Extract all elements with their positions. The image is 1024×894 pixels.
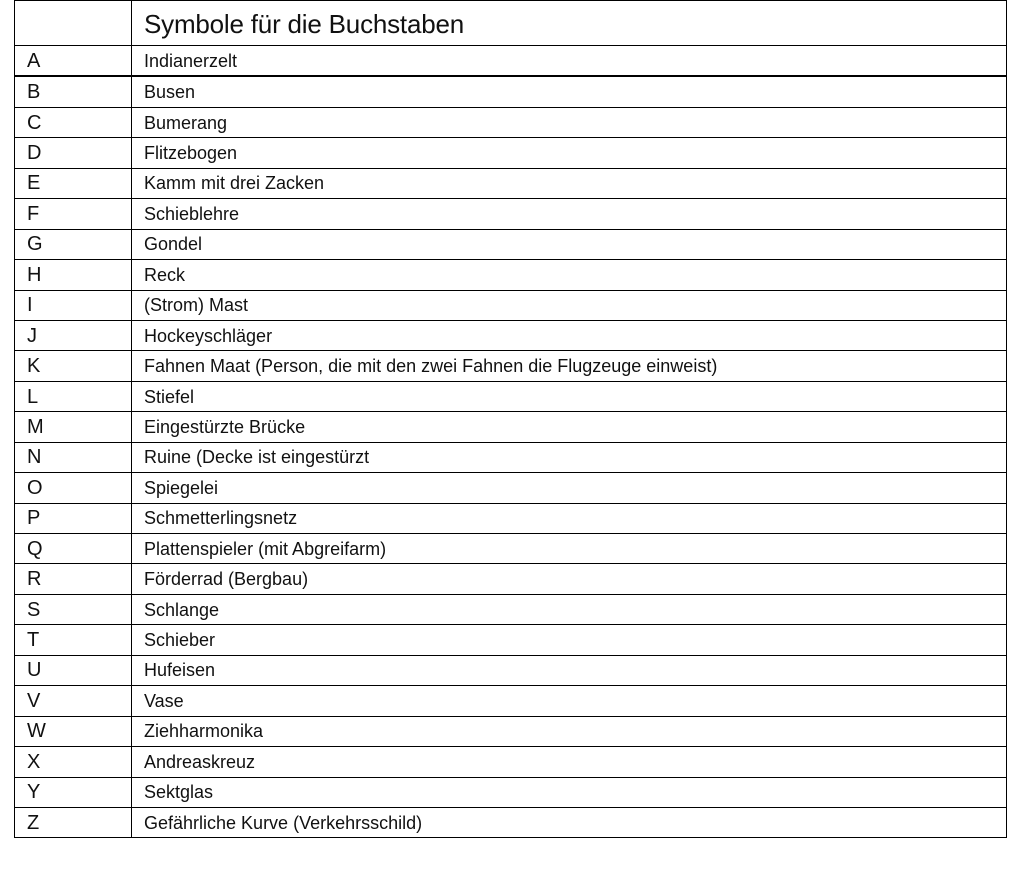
symbol-cell: Hufeisen [132, 655, 1007, 685]
letter-symbol-table [14, 0, 1007, 838]
symbol-cell: Ziehharmonika [132, 716, 1007, 746]
table-row [15, 412, 1007, 442]
symbol-cell: Andreaskreuz [132, 747, 1007, 777]
table-row [15, 534, 1007, 564]
symbol-cell: Schlange [132, 594, 1007, 624]
symbol-cell: Sektglas [132, 777, 1007, 807]
symbol-cell: Gondel [132, 229, 1007, 259]
table-row [15, 199, 1007, 229]
table-row [15, 381, 1007, 411]
letter-cell: V [15, 686, 132, 716]
table-row [15, 442, 1007, 472]
table-row [15, 473, 1007, 503]
symbol-cell: (Strom) Mast [132, 290, 1007, 320]
letter-cell: D [15, 138, 132, 168]
symbol-cell: Stiefel [132, 381, 1007, 411]
table-row [15, 260, 1007, 290]
letter-cell: K [15, 351, 132, 381]
letter-cell: X [15, 747, 132, 777]
table-row [15, 594, 1007, 624]
table-row [15, 625, 1007, 655]
letter-cell: E [15, 168, 132, 198]
table-row [15, 351, 1007, 381]
table-row [15, 107, 1007, 137]
letter-cell: J [15, 320, 132, 350]
symbol-cell: Hockeyschläger [132, 320, 1007, 350]
table-row [15, 290, 1007, 320]
symbol-cell: Schieber [132, 625, 1007, 655]
letter-cell: T [15, 625, 132, 655]
table-row [15, 229, 1007, 259]
symbol-cell: Förderrad (Bergbau) [132, 564, 1007, 594]
symbol-cell: Kamm mit drei Zacken [132, 168, 1007, 198]
letter-cell: U [15, 655, 132, 685]
table-row [15, 747, 1007, 777]
symbol-cell: Reck [132, 260, 1007, 290]
table-row [15, 138, 1007, 168]
table-row [15, 76, 1007, 107]
table-title: Symbole für die Buchstaben [132, 1, 1007, 46]
table-row [15, 168, 1007, 198]
letter-cell: S [15, 594, 132, 624]
letter-cell: C [15, 107, 132, 137]
table-row [15, 655, 1007, 685]
letter-cell: Z [15, 807, 132, 837]
letter-cell: P [15, 503, 132, 533]
letter-cell: L [15, 381, 132, 411]
letter-cell: Q [15, 534, 132, 564]
symbol-cell: Ruine (Decke ist eingestürzt [132, 442, 1007, 472]
letter-cell: R [15, 564, 132, 594]
letter-cell: Y [15, 777, 132, 807]
letter-cell: M [15, 412, 132, 442]
symbol-cell: Eingestürzte Brücke [132, 412, 1007, 442]
header-letter-cell [15, 1, 132, 46]
letter-cell: G [15, 229, 132, 259]
table-row [15, 807, 1007, 837]
symbol-cell: Schieblehre [132, 199, 1007, 229]
symbol-cell: Spiegelei [132, 473, 1007, 503]
symbol-cell: Flitzebogen [132, 138, 1007, 168]
letter-cell: I [15, 290, 132, 320]
letter-cell: B [15, 76, 132, 107]
table-header-row [15, 1, 1007, 46]
letter-cell: H [15, 260, 132, 290]
letter-cell: N [15, 442, 132, 472]
table-row [15, 564, 1007, 594]
table-row [15, 716, 1007, 746]
symbol-cell: Indianerzelt [132, 46, 1007, 77]
table-row [15, 503, 1007, 533]
table-row [15, 686, 1007, 716]
symbol-cell: Bumerang [132, 107, 1007, 137]
table-row [15, 46, 1007, 77]
symbol-cell: Vase [132, 686, 1007, 716]
symbol-cell: Schmetterlingsnetz [132, 503, 1007, 533]
letter-cell: F [15, 199, 132, 229]
symbol-cell: Gefährliche Kurve (Verkehrsschild) [132, 807, 1007, 837]
letter-cell: O [15, 473, 132, 503]
symbol-cell: Fahnen Maat (Person, die mit den zwei Fahnen die Flugzeuge einweist) [132, 351, 1007, 381]
letter-cell: W [15, 716, 132, 746]
symbol-cell: Busen [132, 76, 1007, 107]
symbol-cell: Plattenspieler (mit Abgreifarm) [132, 534, 1007, 564]
table-row [15, 320, 1007, 350]
letter-cell: A [15, 46, 132, 77]
table-row [15, 777, 1007, 807]
